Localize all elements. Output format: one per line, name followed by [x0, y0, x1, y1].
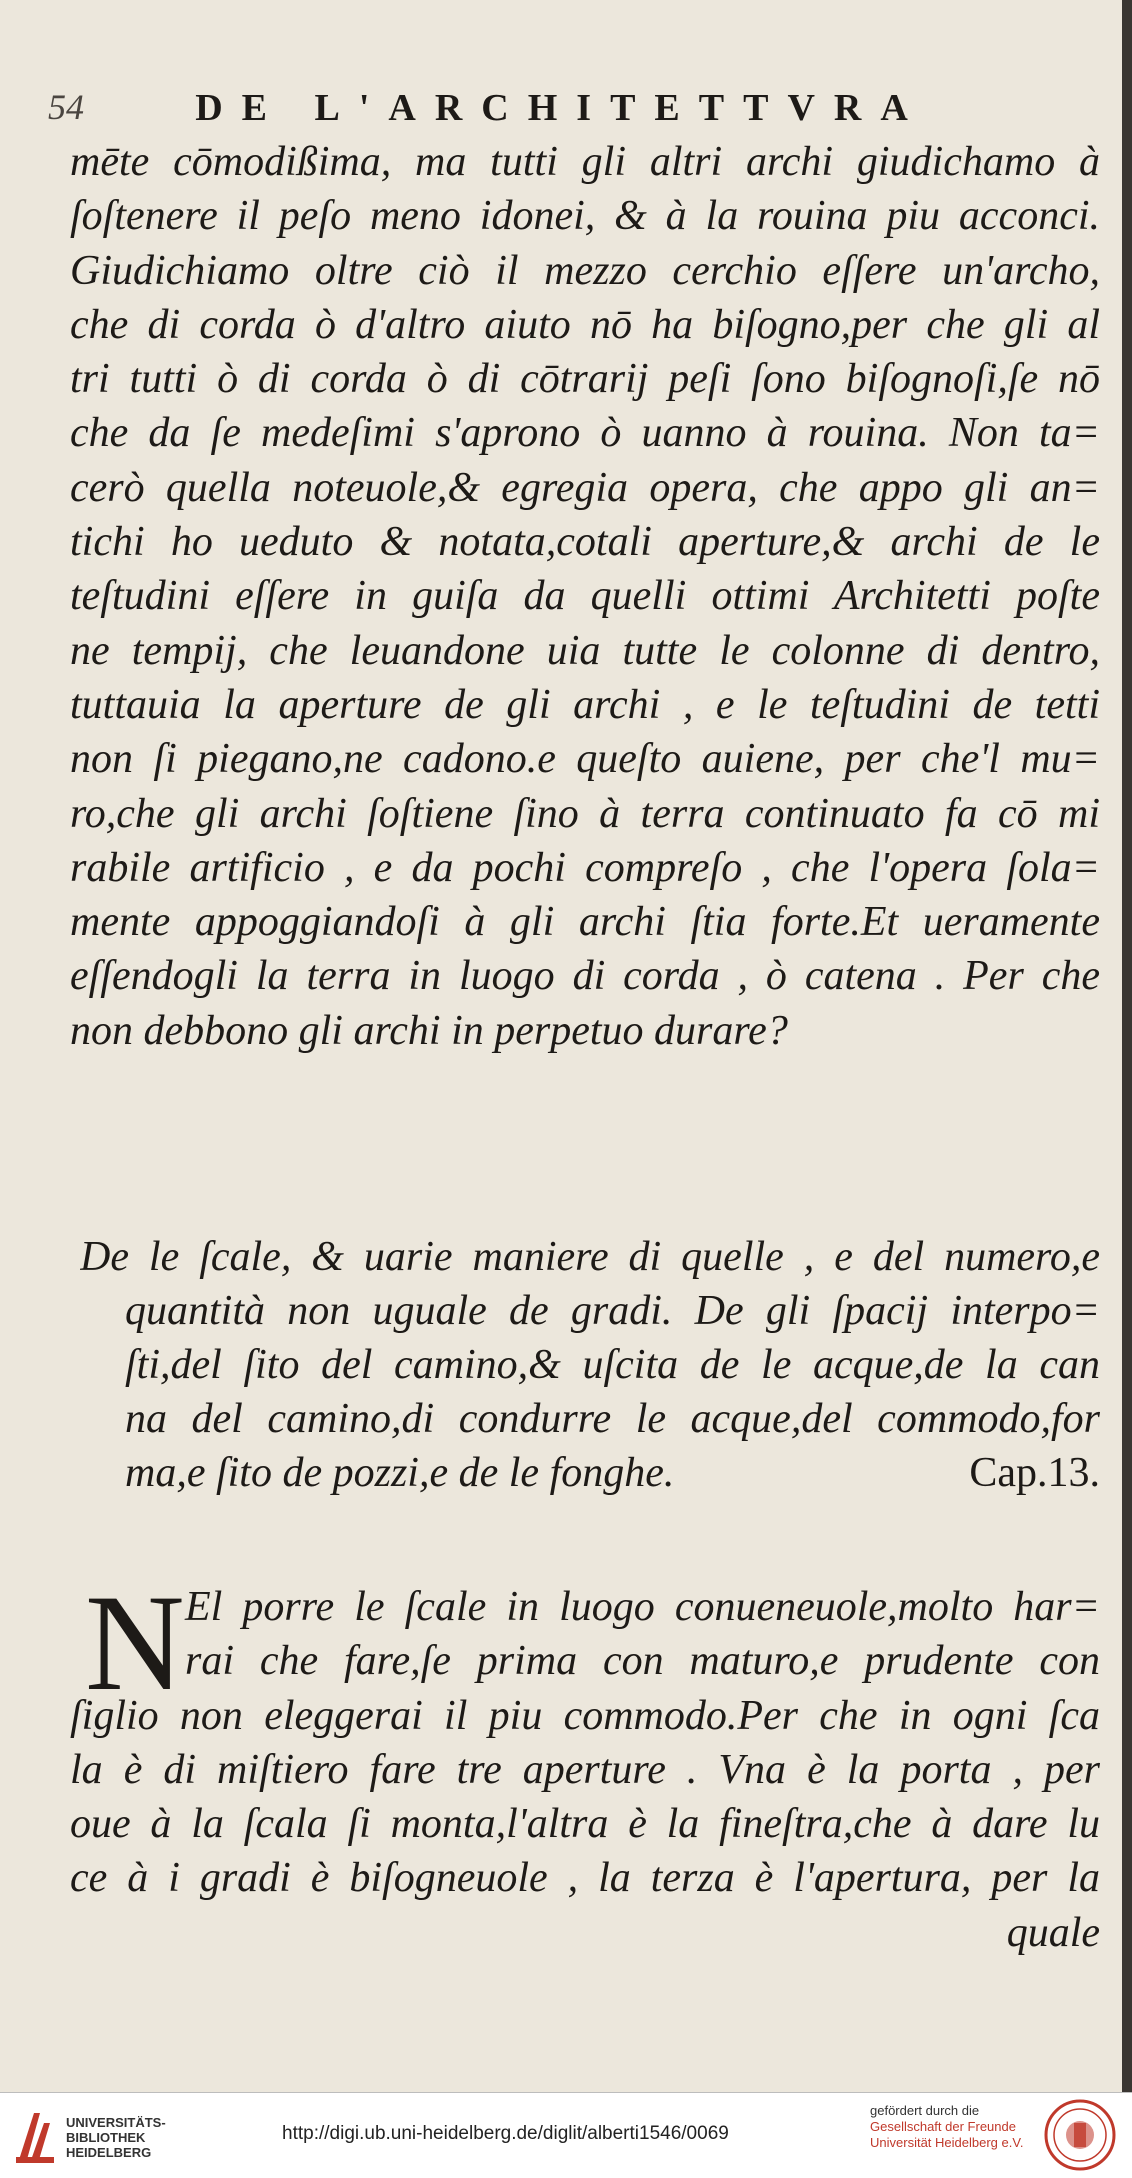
viewer-footer: [0, 2092, 1132, 2178]
heading-line-text: ma,e ſito de pozzi,e de le fonghe.: [125, 1450, 675, 1496]
heading-line: ſti,del ſito del camino,& uſcita de le acque,de la can: [125, 1342, 1100, 1388]
body-line: eſſendogli la terra in luogo di corda , ò catena . Per che: [70, 953, 1100, 1000]
heading-line: na del camino,di condurre le acque,del commodo,for: [125, 1396, 1100, 1442]
heading-line: quantità non uguale de gradi. De gli ſpacij interpo=: [125, 1288, 1100, 1334]
chapter-body-line: oue à la ſcala ſi monta,l'altra è la fineſtra,che à dare lu: [70, 1801, 1100, 1848]
document-url-link[interactable]: http://digi.ub.uni-heidelberg.de/diglit/alberti1546/0069: [282, 2123, 729, 2144]
running-head: DE L'ARCHITETTVRA: [195, 87, 927, 129]
drop-cap: N: [85, 1566, 185, 1719]
chapter-body-line: rai che fare,ſe prima con maturo,e prudente con: [185, 1638, 1100, 1685]
body-line: mēte cōmodißima, ma tutti gli altri archi giudichamo à: [70, 139, 1100, 185]
body-line: che da ſe medeſimi s'aprono ò uanno à rouina. Non ta=: [70, 410, 1100, 457]
heading-line: [80, 1446, 1100, 1500]
catchword: quale: [1006, 1909, 1100, 1956]
chapter-body: [70, 1566, 1100, 1960]
body-line: non debbono gli archi in perpetuo durare?: [70, 1007, 788, 1054]
chapter-body-line: ſiglio non eleggerai il piu commodo.Per che in ogni ſca: [70, 1692, 1100, 1739]
body-line: non ſi piegano,ne cadono.e queſto auiene, per che'l mu=: [70, 736, 1100, 783]
chapter-body-line: la è di miſtiero fare tre aperture . Vna è la porta , per: [70, 1746, 1100, 1793]
body-line: teſtudini eſſere in guiſa da quelli ottimi Architetti poſte: [70, 573, 1100, 620]
body-line: cerò quella noteuole,& egregia opera, che appo gli an=: [70, 464, 1100, 511]
chapter-body-line: El porre le ſcale in luogo conueneuole,molto har=: [185, 1584, 1100, 1630]
body-line: rabile artificio , e da pochi compreſo , che l'opera ſola=: [70, 844, 1100, 891]
body-text: [70, 135, 1100, 1058]
chapter-label: Cap.13.: [969, 1450, 1100, 1496]
body-line: mente appoggiandoſi à gli archi ſtia forte.Et ueramente: [70, 899, 1100, 946]
university-seal-icon: [1044, 2099, 1116, 2171]
body-line: tri tutti ò di corda ò di cōtrarij peſi ſono biſognoſi,ſe nō: [70, 356, 1100, 403]
body-line: tichi ho ueduto & notata,cotali aperture,& archi de le: [70, 519, 1100, 566]
library-logo-icon: [14, 2107, 56, 2167]
heading-line: De le ſcale, & uarie maniere di quelle , e del numero,e: [80, 1234, 1100, 1280]
chapter-body-line: ce à i gradi è biſogneuole , la terza è l'apertura, per la: [70, 1855, 1100, 1902]
sponsor-credit: gefördert durch die Gesellschaft der Freunde Universität Heidelberg e.V.: [870, 2103, 1024, 2150]
page-number: 54: [48, 87, 84, 127]
body-line: tuttauia la aperture de gli archi , e le teſtudini de tetti: [70, 681, 1100, 728]
chapter-heading: [80, 1230, 1100, 1500]
body-line: ro,che gli archi ſoſtiene ſino à terra continuato fa cō mi: [70, 790, 1100, 837]
library-name: UNIVERSITÄTS- BIBLIOTHEK HEIDELBERG: [66, 2115, 166, 2160]
body-line: che di corda ò d'altro aiuto nō ha biſogno,per che gli al: [70, 301, 1100, 348]
body-line: Giudichiamo oltre ciò il mezzo cerchio eſſere un'archo,: [70, 247, 1100, 294]
body-line: ſoſtenere il peſo meno idonei, & à la rouina piu acconci.: [70, 193, 1100, 240]
body-line: ne tempij, che leuandone uia tutte le colonne di dentro,: [70, 627, 1100, 674]
